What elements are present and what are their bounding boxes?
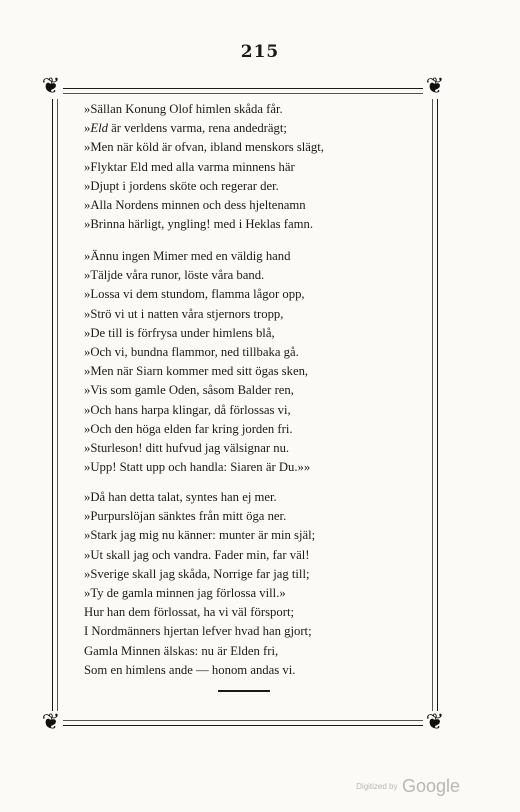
poem-line: »Sverige skall jag skåda, Norrige far jag till; (84, 566, 310, 581)
fleuron-corner-icon: ❦ (39, 711, 63, 735)
watermark-prefix: Digitized by (356, 782, 398, 791)
fleuron-corner-icon: ❦ (423, 711, 447, 735)
poem-stanza-2 (84, 247, 424, 477)
poem-line: »Strö vi ut i natten våra stjernors tropp, (84, 306, 284, 321)
poem-line: »Stark jag mig nu känner: munter är min själ; (84, 528, 316, 543)
poem-line: »Och hans harpa klingar, då förlossas vi, (84, 402, 291, 417)
poem-line: Gamla Minnen älskas: nu är Elden fri, (84, 643, 279, 658)
poem-line: »Då han detta talat, syntes han ej mer. (84, 490, 277, 504)
poem-line: »Och den höga elden far kring jorden fri. (84, 421, 293, 436)
poem-stanza-1 (84, 100, 424, 234)
poem-line: »Alla Nordens minnen och dess hjeltenamn (84, 198, 306, 213)
poem-line: Som en himlens ande — honom andas vi. (84, 662, 296, 677)
fleuron-corner-icon: ❦ (423, 75, 447, 99)
poem-line: »Vis som gamle Oden, såsom Balder ren, (84, 383, 294, 398)
poem-line: »Brinna härligt, yngling! med i Heklas famn. (84, 217, 314, 232)
poem-line: »Ännu ingen Mimer med en väldig hand (84, 249, 291, 263)
end-rule-divider (218, 690, 270, 692)
poem-line: »Och vi, bundna flammor, ned tillbaka gå. (84, 345, 299, 360)
poem-line: Hur han dem förlossat, ha vi väl försport; (84, 605, 295, 620)
page-number: 215 (240, 42, 280, 62)
watermark-brand: Google (401, 776, 460, 796)
poem-line: »Men när Siarn kommer med sitt ögas sken, (84, 364, 309, 379)
poem-line: »Sturleson! ditt hufvud jag välsignar nu. (84, 441, 290, 456)
poem-line: »Täljde våra runor, löste våra band. (84, 268, 265, 283)
poem-line: »Djupt i jordens sköte och regerar der. (84, 178, 279, 193)
poem-line: »Lossa vi dem stundom, flamma lågor opp, (84, 287, 305, 302)
poem-line: »Upp! Statt upp och handla: Siaren är Du.»» (84, 460, 311, 475)
fleuron-corner-icon: ❦ (39, 75, 63, 99)
poem-line: »Flyktar Eld med alla varma minnens här (84, 159, 295, 174)
poem-line: »Ut skall jag och vandra. Fader min, far väl! (84, 547, 310, 562)
poem-line: I Nordmänners hjertan lefver hvad han gjort; (84, 624, 312, 639)
poem-line: »Purpurslöjan sänktes från mitt öga ner. (84, 509, 287, 524)
poem-line: »Men när köld är ofvan, ibland menskors slägt, (84, 140, 324, 155)
poem-stanza-3 (84, 488, 424, 680)
poem-line: »De till is förfrysa under himlens blå, (84, 325, 275, 340)
poem-line: »Ty de gamla minnen jag förlossa vill.» (84, 586, 286, 601)
digitized-by-google-watermark (356, 776, 460, 797)
poem-line: »Sällan Konung Olof himlen skåda får. (84, 102, 283, 116)
poem-line: »Eld är verldens varma, rena andedrägt; (84, 121, 287, 136)
